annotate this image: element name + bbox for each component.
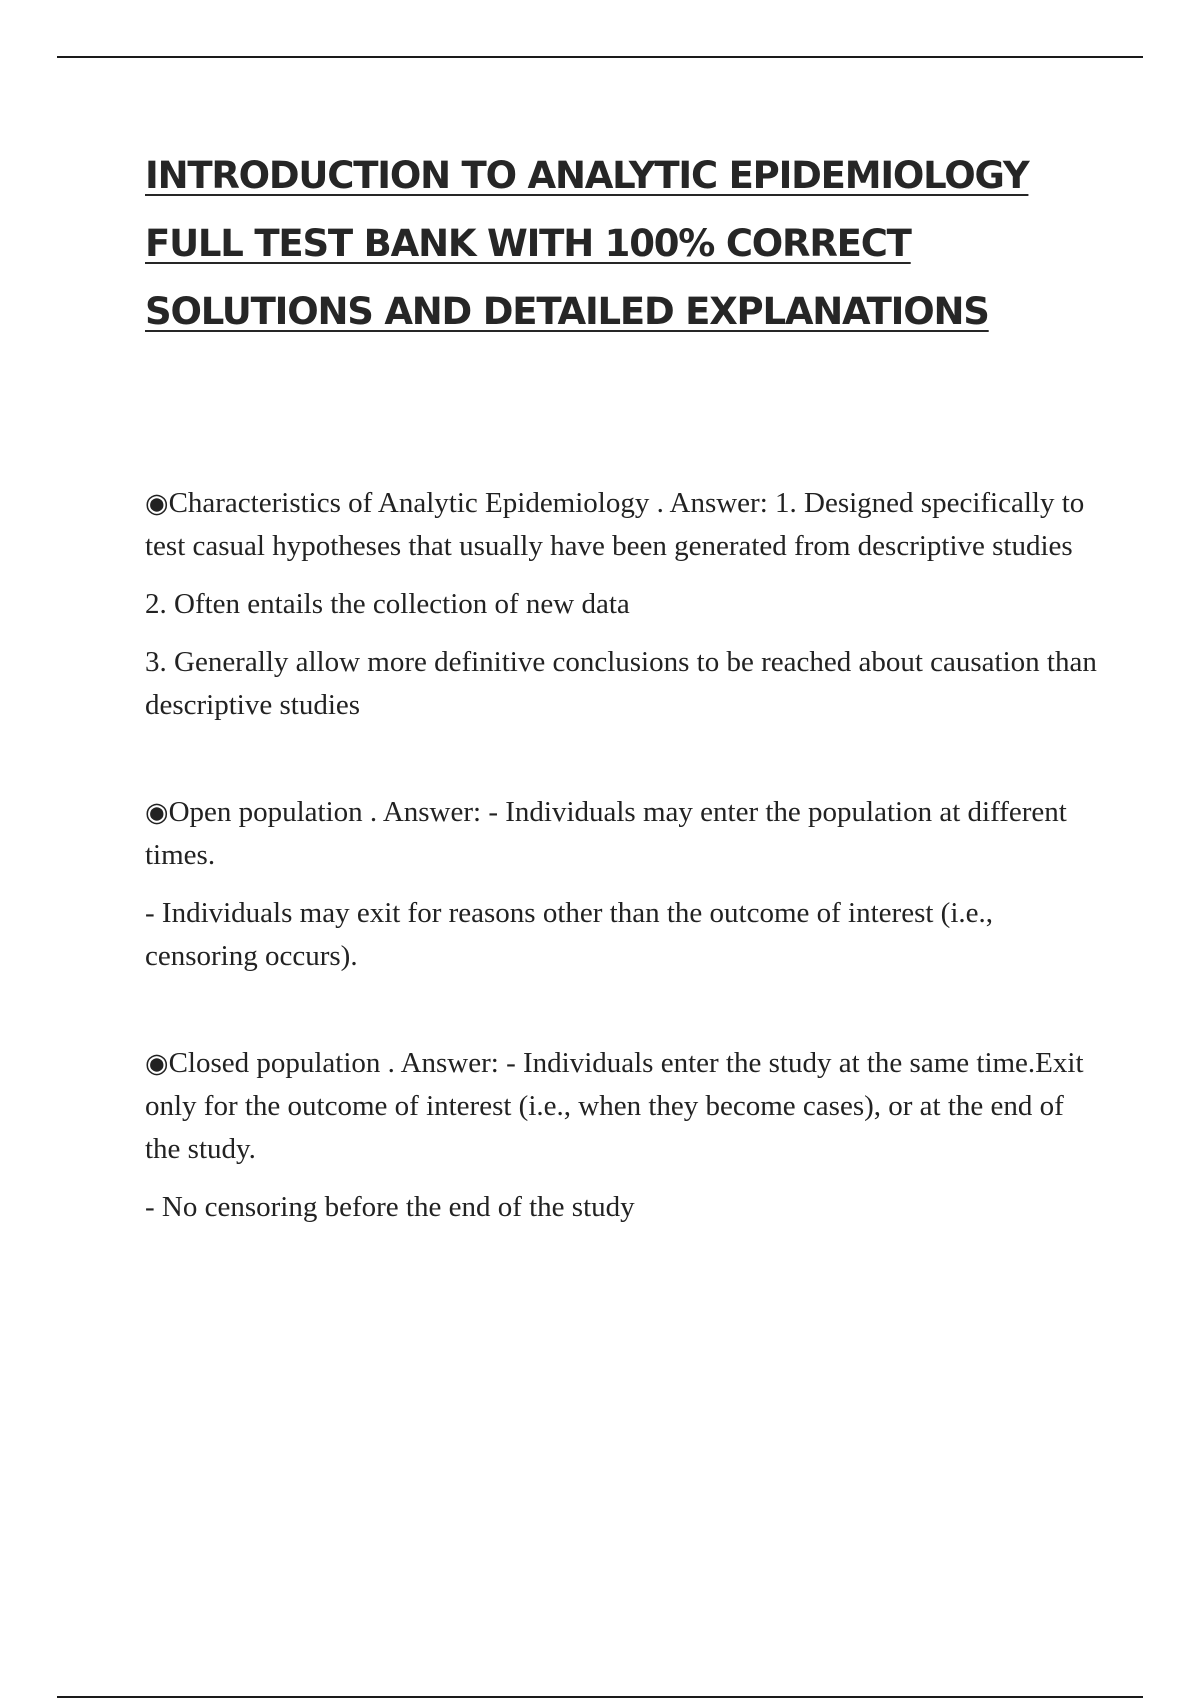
qa-entry: [145, 791, 1105, 978]
qa-text: Open population . Answer: - Individuals may enter the population at different times.: [145, 796, 1067, 871]
qa-answer-line: - Individuals may exit for reasons other than the outcome of interest (i.e., censoring occurs).: [145, 897, 993, 972]
top-rule: [57, 56, 1143, 58]
title-line: INTRODUCTION TO ANALYTIC EPIDEMIOLOGY: [145, 154, 1029, 197]
radio-bullet-icon: ◉: [145, 1048, 169, 1078]
radio-bullet-icon: ◉: [145, 797, 169, 827]
qa-list: [145, 482, 1105, 1229]
document-title: [145, 142, 1105, 346]
radio-bullet-icon: ◉: [145, 488, 169, 518]
qa-entry: [145, 482, 1105, 727]
qa-answer-line: 3. Generally allow more definitive conclusions to be reached about causation than descriptive studies: [145, 646, 1097, 721]
qa-text: Closed population . Answer: - Individuals enter the study at the same time.Exit only for the outcome of interest (i.e., when they become cases), or at the end of the study.: [145, 1047, 1084, 1165]
qa-question: [145, 1042, 1105, 1171]
title-line: SOLUTIONS AND DETAILED EXPLANATIONS: [145, 290, 989, 333]
qa-question: [145, 791, 1105, 877]
qa-answer-line: - No censoring before the end of the study: [145, 1191, 635, 1223]
qa-answer-line: 2. Often entails the collection of new data: [145, 588, 630, 620]
qa-text: Characteristics of Analytic Epidemiology . Answer: 1. Designed specifically to test casual hypotheses that usually have been generated from descriptive studies: [145, 487, 1085, 562]
title-line: FULL TEST BANK WITH 100% CORRECT: [145, 222, 911, 265]
qa-entry: [145, 1042, 1105, 1229]
qa-question: [145, 482, 1105, 568]
bottom-rule: [57, 1696, 1143, 1698]
